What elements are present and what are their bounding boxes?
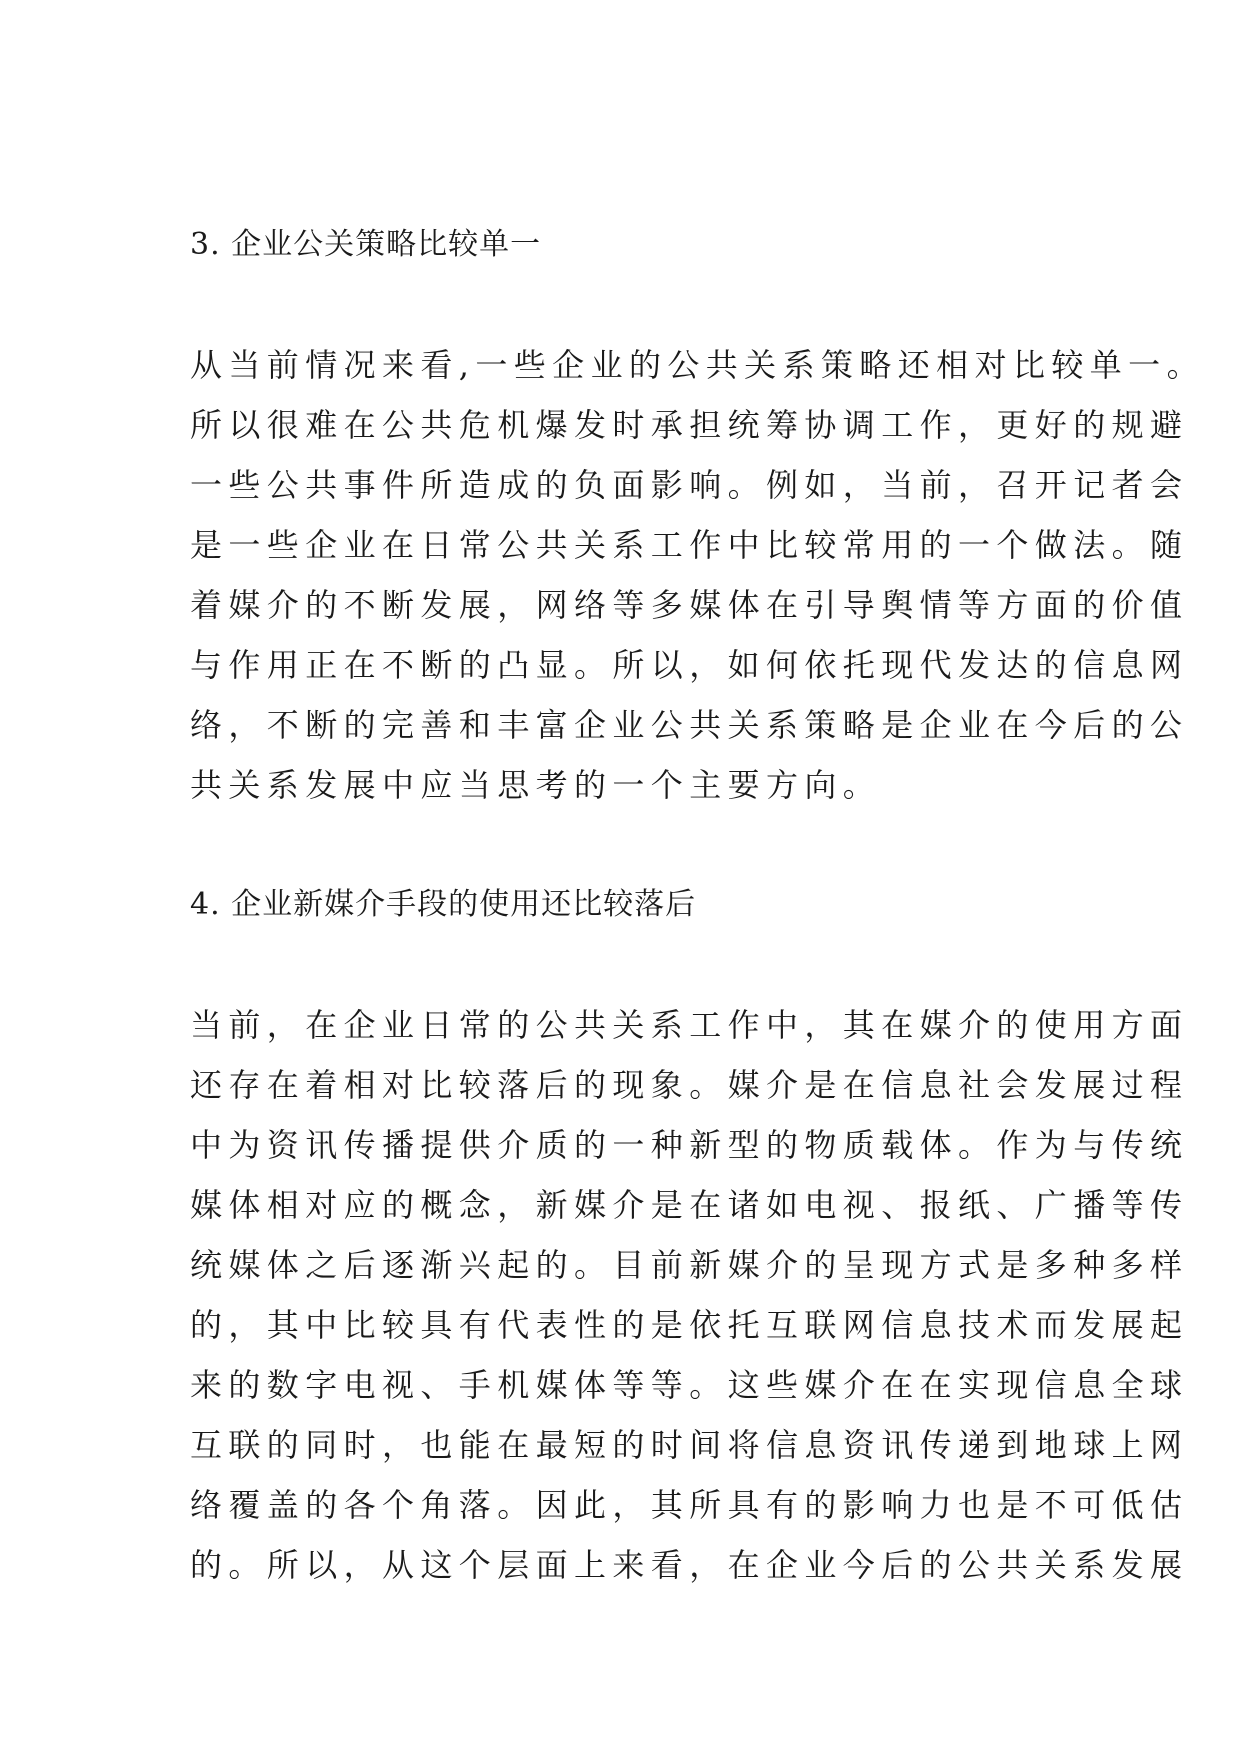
paragraph-line: 媒体相对应的概念，新媒介是在诸如电视、报纸、广播等传 bbox=[190, 1186, 1189, 1224]
paragraph-line: 络覆盖的各个角落。因此，其所具有的影响力也是不可低估 bbox=[190, 1486, 1189, 1524]
section-4-paragraph bbox=[190, 995, 1189, 1595]
paragraph-line: 还存在着相对比较落后的现象。媒介是在信息社会发展过程 bbox=[190, 1066, 1189, 1104]
paragraph-line: 所以很难在公共危机爆发时承担统筹协调工作，更好的规避 bbox=[190, 406, 1189, 444]
paragraph-line: 统媒体之后逐渐兴起的。目前新媒介的呈现方式是多种多样 bbox=[190, 1246, 1189, 1284]
paragraph-line: 中为资讯传播提供介质的一种新型的物质载体。作为与传统 bbox=[190, 1126, 1189, 1164]
paragraph-line: 的，其中比较具有代表性的是依托互联网信息技术而发展起 bbox=[190, 1306, 1189, 1344]
document-body bbox=[190, 215, 1205, 1595]
spacer bbox=[190, 935, 1060, 995]
paragraph-line: 一些公共事件所造成的负面影响。例如，当前，召开记者会 bbox=[190, 466, 1189, 504]
paragraph-line: 着媒介的不断发展，网络等多媒体在引导舆情等方面的价值 bbox=[190, 586, 1189, 624]
section-3-heading: 3. 企业公关策略比较单一 bbox=[190, 227, 542, 262]
paragraph-line: 互联的同时，也能在最短的时间将信息资讯传递到地球上网 bbox=[190, 1426, 1189, 1464]
paragraph-line: 当前，在企业日常的公共关系工作中，其在媒介的使用方面 bbox=[190, 1006, 1189, 1044]
paragraph-line: 从当前情况来看,一些企业的公共关系策略还相对比较单一。 bbox=[190, 346, 1205, 384]
paragraph-line: 是一些企业在日常公共关系工作中比较常用的一个做法。随 bbox=[190, 526, 1189, 564]
spacer bbox=[190, 815, 1060, 875]
paragraph-line: 共关系发展中应当思考的一个主要方向。 bbox=[190, 766, 882, 804]
paragraph-line: 与作用正在不断的凸显。所以，如何依托现代发达的信息网 bbox=[190, 646, 1189, 684]
section-3-paragraph bbox=[190, 335, 1205, 815]
spacer bbox=[190, 275, 1060, 335]
section-4-heading: 4. 企业新媒介手段的使用还比较落后 bbox=[190, 887, 697, 922]
paragraph-line: 络，不断的完善和丰富企业公共关系策略是企业在今后的公 bbox=[190, 706, 1189, 744]
paragraph-line: 的。所以，从这个层面上来看，在企业今后的公共关系发展 bbox=[190, 1546, 1189, 1584]
paragraph-line: 来的数字电视、手机媒体等等。这些媒介在在实现信息全球 bbox=[190, 1366, 1189, 1404]
